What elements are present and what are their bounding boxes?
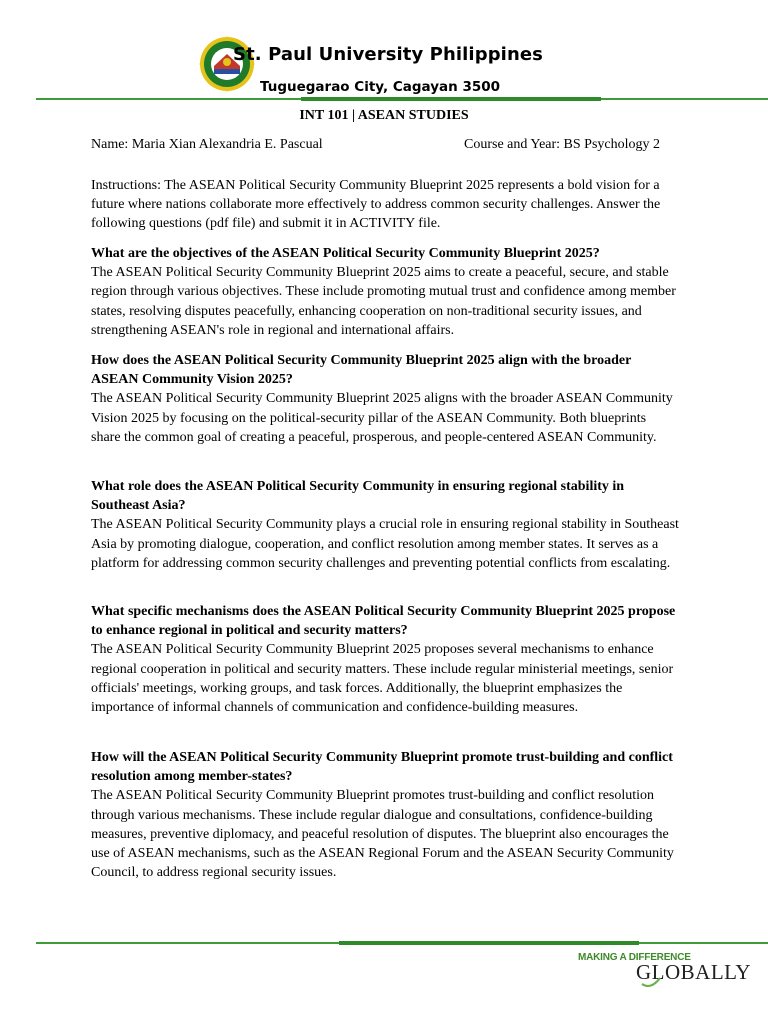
qa-item (91, 244, 679, 340)
answer-2: The ASEAN Political Security Community Blueprint 2025 aligns with the broader ASEAN Community Vision 2025 by focusing on the political-security pillar of the ASEAN Community. Both blueprints share the common goal of creating a peaceful, prosperous, and people-centered ASEAN Community. (91, 391, 673, 445)
globe-swoosh-icon (640, 964, 662, 988)
footer-brand: GLOBALLY (636, 960, 752, 984)
making-a-difference-globally-logo (576, 950, 752, 992)
answer-4: The ASEAN Political Security Community Blueprint 2025 proposes several mechanisms to enhance regional cooperation in political and security matters. These include regular ministerial meetings, senior officials' meetings, working groups, and task forces. Additionally, the blueprint emphasizes the importance of informal channels of communication and confidence-building measures. (91, 642, 674, 716)
footer-tagline: MAKING A DIFFERENCE (578, 952, 691, 963)
student-name: Name: Maria Xian Alexandria E. Pascual (91, 137, 323, 152)
question-2: How does the ASEAN Political Security Community Blueprint 2025 align with the broader ASEAN Community Vision 2025? (91, 353, 632, 388)
instructions: Instructions: The ASEAN Political Security Community Blueprint 2025 represents a bold vision for a future where nations collaborate more effectively to address common security challenges. Answer the following questions (pdf file) and submit it in ACTIVITY file. (91, 178, 661, 232)
qa-item (91, 602, 679, 717)
answer-3: The ASEAN Political Security Community plays a crucial role in ensuring regional stability in Southeast Asia by promoting dialogue, cooperation, and conflict resolution among member states. It serves as a platform for addressing common security challenges and preventing potential conflicts from escalating. (91, 517, 679, 571)
course-title: INT 101 | ASEAN STUDIES (299, 108, 469, 123)
course-and-year: Course and Year: BS Psychology 2 (464, 137, 661, 152)
question-3: What role does the ASEAN Political Security Community in ensuring regional stability in Southeast Asia? (91, 479, 625, 514)
university-name: St. Paul University Philippines (233, 44, 543, 65)
answer-1: The ASEAN Political Security Community Blueprint 2025 aims to create a peaceful, secure, and stable region through various objectives. These include promoting mutual trust and confidence among member states, resolving disputes peacefully, enhancing cooperation on non-traditional security issues, and strengthening ASEAN's role in regional and international affairs. (91, 265, 676, 338)
university-address: Tuguegarao City, Cagayan 3500 (260, 79, 501, 95)
qa-item (91, 351, 679, 447)
qa-item (91, 748, 679, 882)
question-5: How will the ASEAN Political Security Community Blueprint promote trust-building and conflict resolution among member-states? (91, 750, 673, 785)
question-1: What are the objectives of the ASEAN Political Security Community Blueprint 2025? (91, 246, 600, 261)
answer-5: The ASEAN Political Security Community Blueprint promotes trust-building and conflict resolution through various mechanisms. These include regular dialogue and consultations, confidence-building measures, preventive diplomacy, and peaceful resolution of disputes. The blueprint also encourages the use of ASEAN mechanisms, such as the ASEAN Regional Forum and the ASEAN Security Community Council, to address regional security issues. (91, 788, 674, 881)
qa-item (91, 477, 679, 573)
student-info-row (91, 137, 681, 153)
question-4: What specific mechanisms does the ASEAN Political Security Community Blueprint 2025 propose to enhance regional in political and security matters? (91, 604, 676, 639)
